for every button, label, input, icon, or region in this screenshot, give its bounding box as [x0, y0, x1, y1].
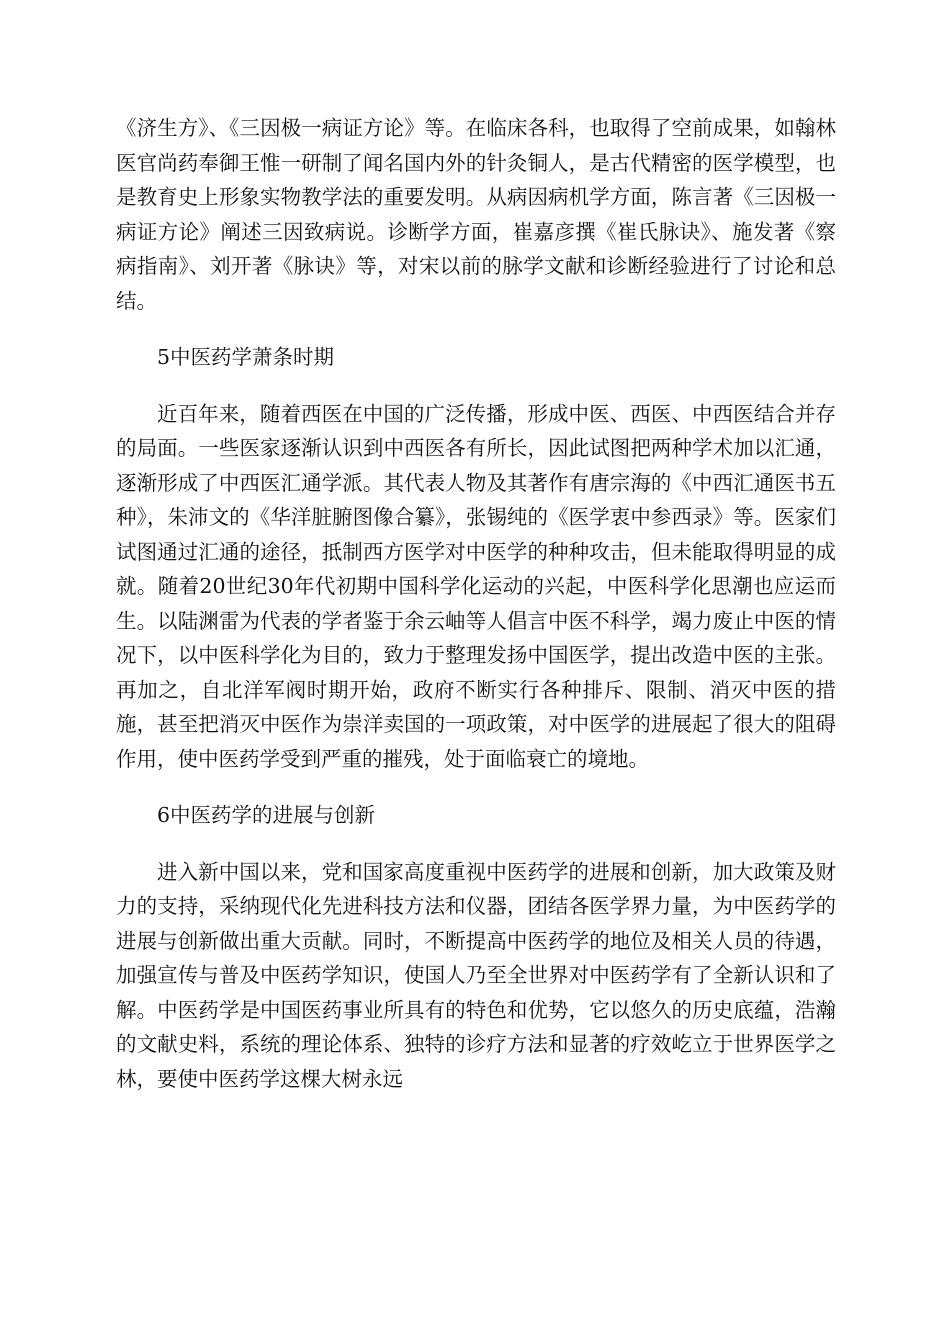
paragraph-song-dynasty-achievements: 《济生方》、《三因极一病证方论》等。在临床各科，也取得了空前成果，如翰林医官尚药奉御王惟一研制了闻名国内外的针灸铜人，是古代精密的医学模型，也是教育史上形象实物教学法的重要发明。从病因病机学方面，陈言著《三因极一病证方论》阐述三因致病说。诊断学方面，崔嘉彦撰《崔氏脉诀》、施发著《察病指南》、刘开著《脉诀》等，对宋以前的脉学文献和诊断经验进行了讨论和总结。 [116, 116, 836, 313]
paragraph-modern-decline: 近百年来，随着西医在中国的广泛传播，形成中医、西医、中西医结合并存的局面。一些医家逐渐认识到中西医各有所长，因此试图把两种学术加以汇通，逐渐形成了中西医汇通学派。其代表人物及其著作有唐宗海的《中西汇通医书五种》，朱沛文的《华洋脏腑图像合纂》，张锡纯的《医学衷中参西录》等。医家们试图通过汇通的途径，抵制西方医学对中医学的种种攻击，但未能取得明显的成就。随着20世纪30年代初期中国科学化运动的兴起，中医科学化思潮也应运而生。以陆渊雷为代表的学者鉴于余云岫等人倡言中医不科学，竭力废止中医的情况下，以中医科学化为目的，致力于整理发扬中国医学，提出改造中医的主张。再加之，自北洋军阀时期开始，政府不断实行各种排斥、限制、消灭中医的措施，甚至把消灭中医作为崇洋卖国的一项政策，对中医学的进展起了很大的阻碍作用，使中医药学受到严重的摧残，处于面临衰亡的境地。 [116, 401, 836, 771]
document-body [116, 111, 836, 1118]
paragraph-new-china-development: 进入新中国以来，党和国家高度重视中医药学的进展和创新，加大政策及财力的支持，采纳现代化先进科技方法和仪器，团结各医学界力量，为中医药学的进展与创新做出重大贡献。同时，不断提高中医药学的地位及相关人员的待遇，加强宣传与普及中医药学知识，使国人乃至全世界对中医药学有了全新认识和了解。中医药学是中国医药事业所具有的特色和优势，它以悠久的历史底蕴，浩瀚的文献史料，系统的理论体系、独特的诊疗方法和显著的疗效屹立于世界医学之林，要使中医药学这棵大树永远 [116, 859, 836, 1091]
section-heading-decline-period: 5中医药学萧条时期 [157, 345, 335, 369]
section-heading-development-innovation: 6中医药学的进展与创新 [157, 803, 376, 827]
